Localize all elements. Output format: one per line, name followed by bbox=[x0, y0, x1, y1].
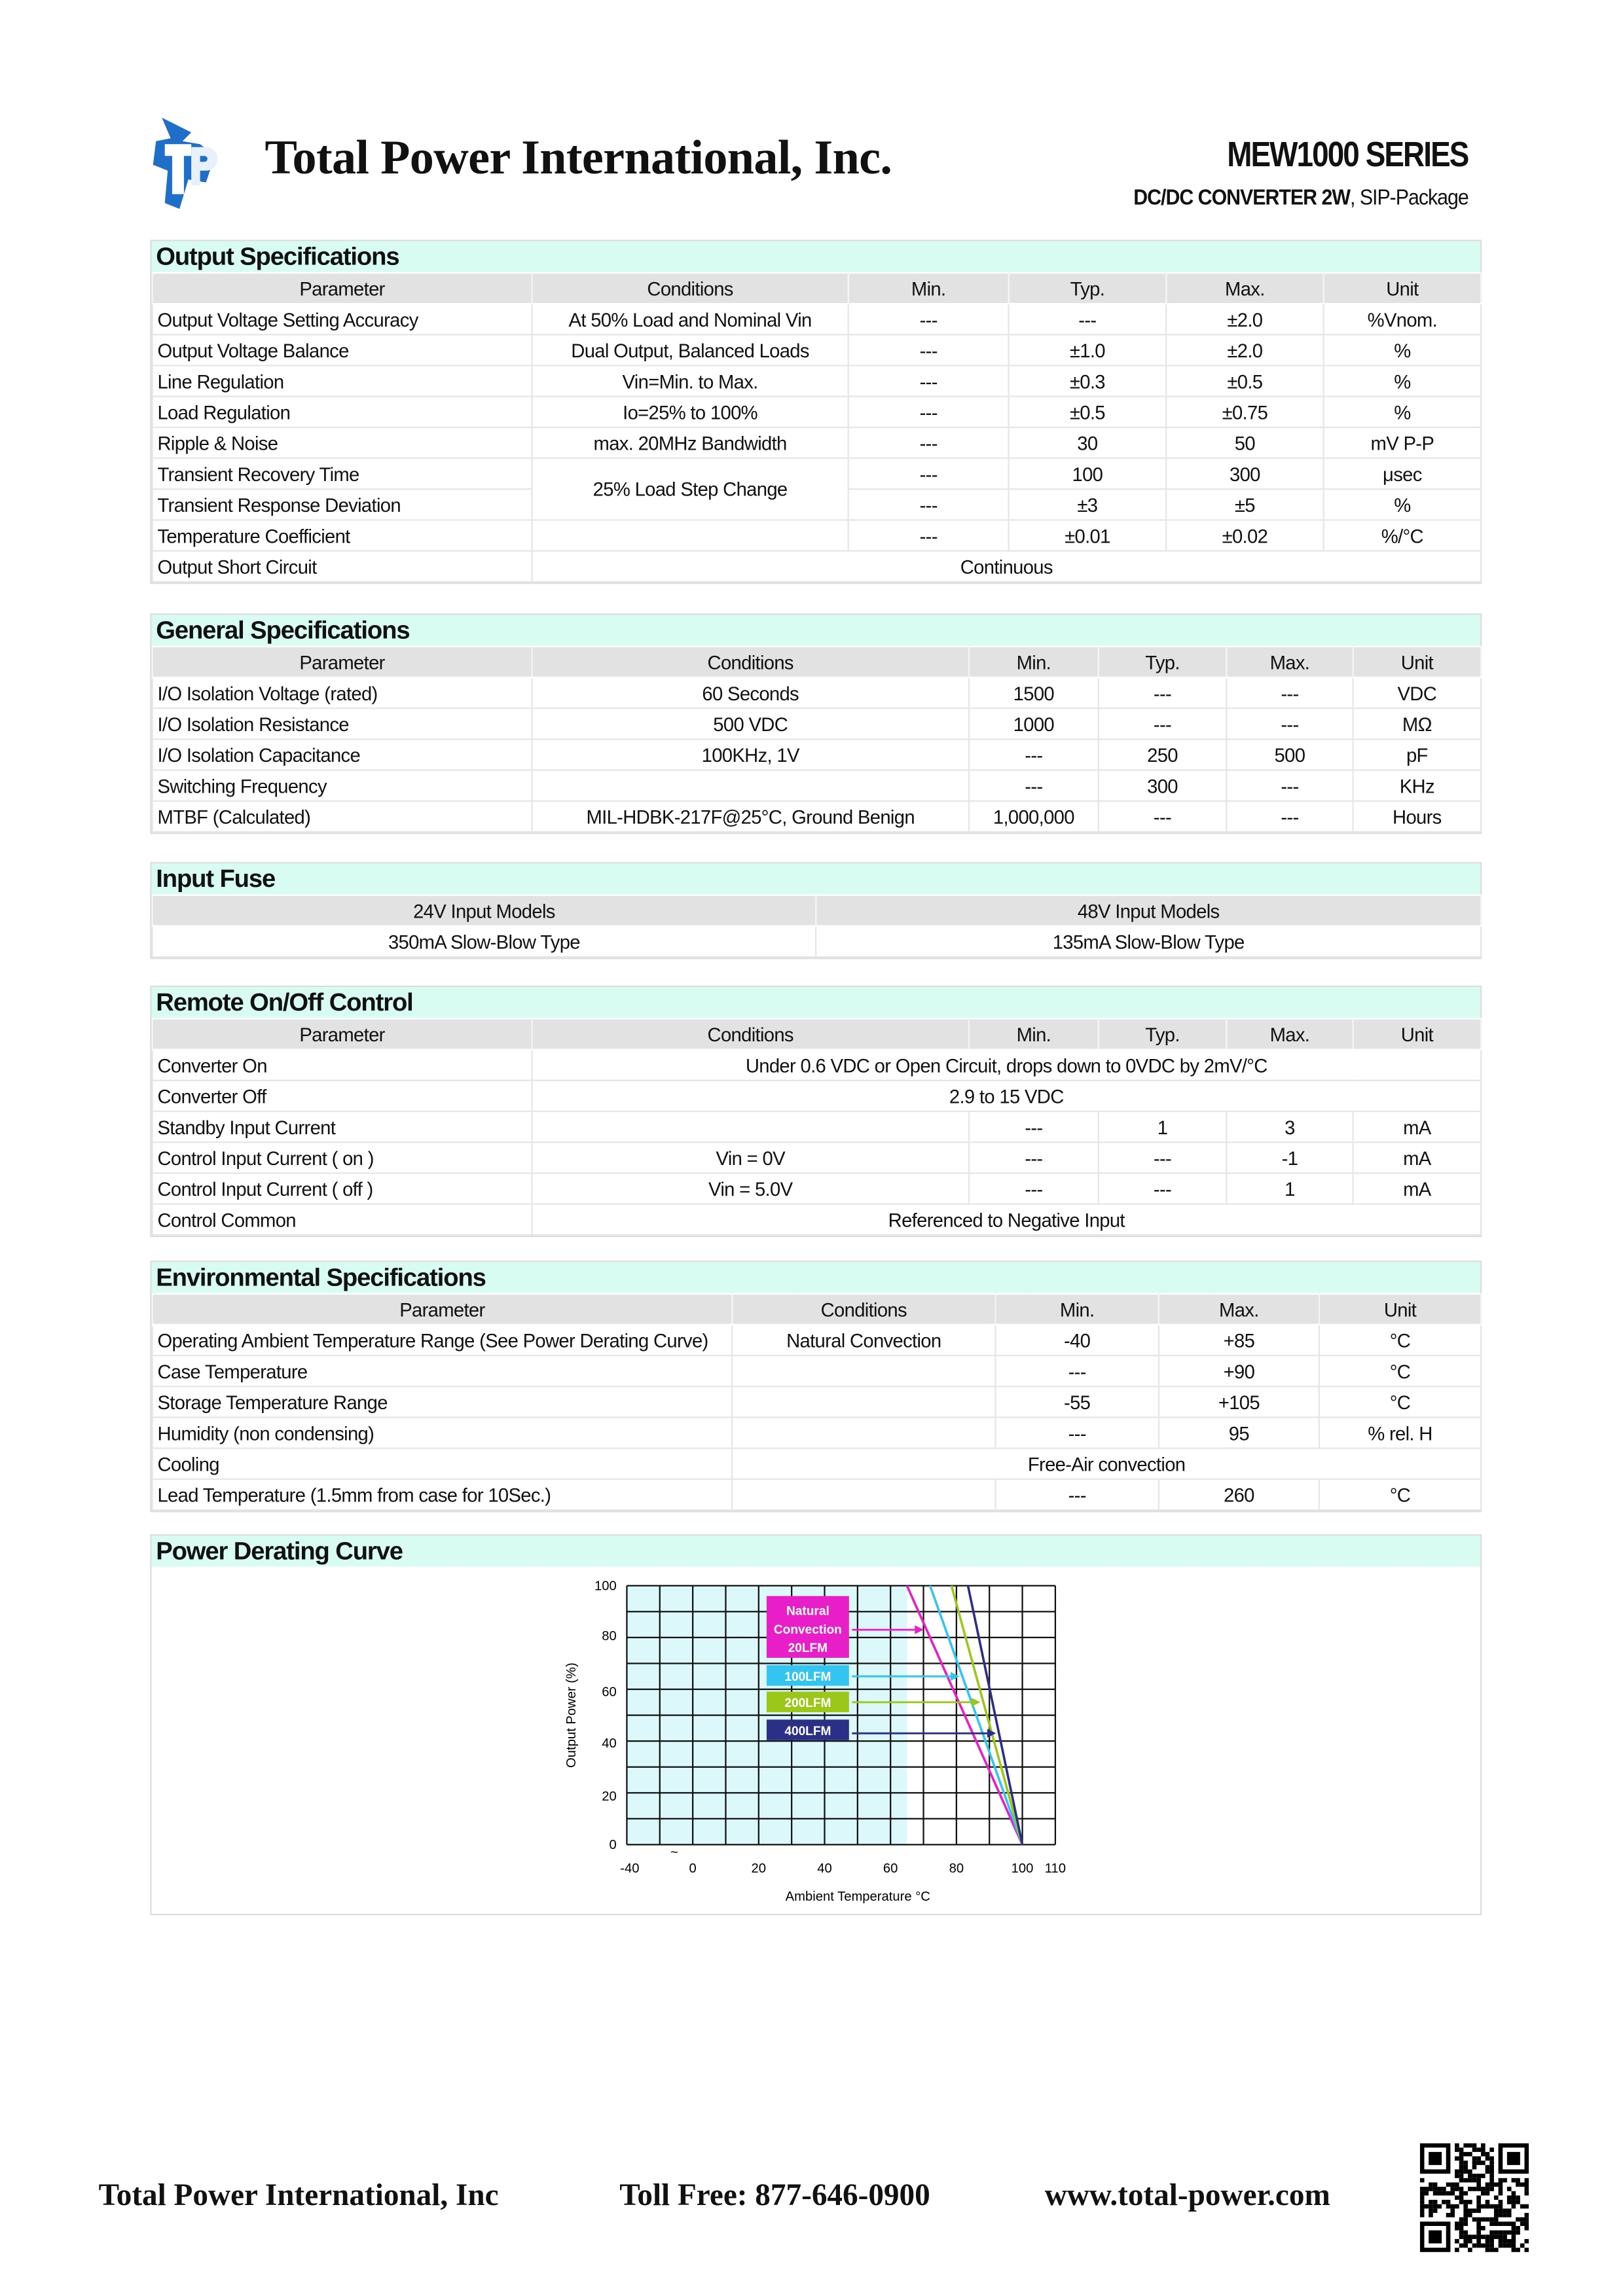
footer-company: Total Power International, Inc bbox=[98, 2177, 499, 2213]
column-header: Parameter bbox=[153, 1018, 532, 1049]
table-cell: 300 bbox=[1166, 458, 1323, 489]
table-cell: --- bbox=[1226, 770, 1353, 801]
table-cell: Free-Air convection bbox=[732, 1448, 1481, 1479]
table-cell: 2.9 to 15 VDC bbox=[532, 1081, 1481, 1111]
table-cell: --- bbox=[1099, 1142, 1227, 1173]
table-cell: Vin = 0V bbox=[532, 1142, 969, 1173]
table-row bbox=[153, 739, 1481, 770]
table-cell: 250 bbox=[1099, 739, 1227, 770]
column-header: Conditions bbox=[532, 1018, 969, 1049]
table-row bbox=[153, 1325, 1481, 1355]
table-cell: ±1.0 bbox=[1009, 334, 1166, 365]
table-cell: --- bbox=[1226, 708, 1353, 739]
table-cell: 95 bbox=[1159, 1417, 1319, 1448]
table-cell: °C bbox=[1319, 1479, 1481, 1510]
table-row bbox=[153, 334, 1481, 365]
table-cell: --- bbox=[848, 397, 1009, 427]
x-tick-label: 60 bbox=[883, 1861, 898, 1876]
table-cell: --- bbox=[1099, 801, 1227, 832]
column-header-row bbox=[153, 895, 1481, 926]
table-cell: MΩ bbox=[1353, 708, 1482, 739]
table-cell: Operating Ambient Temperature Range (See Power Derating Curve) bbox=[153, 1325, 733, 1355]
table-cell: --- bbox=[848, 520, 1009, 550]
table-cell: Load Regulation bbox=[153, 397, 532, 427]
column-header: Unit bbox=[1324, 273, 1481, 304]
column-header: Typ. bbox=[1099, 1018, 1227, 1049]
legend-label: 400LFM bbox=[784, 1724, 831, 1738]
table-cell: 1 bbox=[1226, 1173, 1353, 1204]
table-cell: Continuous bbox=[532, 551, 1481, 582]
y-tick-label: 0 bbox=[609, 1838, 617, 1853]
column-header: Parameter bbox=[153, 1294, 733, 1325]
table-cell: 30 bbox=[1009, 427, 1166, 458]
table-cell: +90 bbox=[1159, 1355, 1319, 1386]
table-cell: °C bbox=[1319, 1325, 1481, 1355]
column-header: 24V Input Models bbox=[153, 895, 816, 926]
table-cell: °C bbox=[1319, 1386, 1481, 1417]
table-cell: Output Voltage Setting Accuracy bbox=[153, 304, 532, 334]
y-tick-label: 40 bbox=[602, 1736, 617, 1751]
table-cell: Converter On bbox=[153, 1050, 532, 1081]
column-header: Conditions bbox=[532, 647, 969, 677]
table-cell: % rel. H bbox=[1319, 1417, 1481, 1448]
table-cell: --- bbox=[969, 1173, 1099, 1204]
column-header: Conditions bbox=[532, 273, 848, 304]
table-cell: 1000 bbox=[969, 708, 1099, 739]
table-cell: Lead Temperature (1.5mm from case for 10Sec.) bbox=[153, 1479, 733, 1510]
table-cell: 1 bbox=[1099, 1111, 1227, 1142]
table-cell: --- bbox=[969, 1111, 1099, 1142]
table-cell: Cooling bbox=[153, 1448, 733, 1479]
section-title: Environmental Specifications bbox=[151, 1262, 1480, 1293]
column-header: Parameter bbox=[153, 647, 532, 677]
table-cell: Temperature Coefficient bbox=[153, 520, 532, 550]
arrowhead bbox=[951, 1672, 959, 1681]
x-axis-label: Ambient Temperature °C bbox=[785, 1889, 930, 1904]
table-cell: At 50% Load and Nominal Vin bbox=[532, 304, 848, 334]
table-cell: --- bbox=[1099, 1173, 1227, 1204]
column-header: Typ. bbox=[1009, 273, 1166, 304]
section-title: Power Derating Curve bbox=[151, 1535, 1480, 1566]
series-subtitle bbox=[1133, 185, 1468, 210]
table-row bbox=[153, 304, 1481, 334]
subtitle-rest: , SIP-Package bbox=[1350, 185, 1469, 211]
table-cell: 260 bbox=[1159, 1479, 1319, 1510]
x-tick-label: 110 bbox=[1044, 1861, 1067, 1876]
table-cell: --- bbox=[1009, 304, 1166, 334]
table-cell: ±0.3 bbox=[1009, 366, 1166, 397]
output-specifications bbox=[150, 240, 1482, 584]
table-cell: --- bbox=[969, 1142, 1099, 1173]
footer-phone[interactable]: Toll Free: 877-646-0900 bbox=[619, 2177, 930, 2213]
table-cell: Transient Recovery Time bbox=[153, 458, 532, 489]
table-cell: max. 20MHz Bandwidth bbox=[532, 427, 848, 458]
table-cell bbox=[532, 1111, 969, 1142]
table-cell: --- bbox=[1226, 677, 1353, 708]
table-cell: 100 bbox=[1009, 458, 1166, 489]
table-cell: --- bbox=[848, 458, 1009, 489]
table-row bbox=[153, 1448, 1481, 1479]
table-cell: -40 bbox=[995, 1325, 1158, 1355]
table-cell: I/O Isolation Capacitance bbox=[153, 739, 532, 770]
table-cell: Control Common bbox=[153, 1204, 532, 1235]
footer-website[interactable]: www.total-power.com bbox=[1044, 2177, 1330, 2213]
table-cell: Control Input Current ( off ) bbox=[153, 1173, 532, 1204]
table-cell: --- bbox=[848, 489, 1009, 520]
table-row bbox=[153, 1050, 1481, 1081]
table-cell: ±0.75 bbox=[1166, 397, 1323, 427]
table-cell: Line Regulation bbox=[153, 366, 532, 397]
table-cell: I/O Isolation Resistance bbox=[153, 708, 532, 739]
table-cell: 1,000,000 bbox=[969, 801, 1099, 832]
input-fuse bbox=[150, 862, 1482, 959]
table-cell: MTBF (Calculated) bbox=[153, 801, 532, 832]
column-header: Min. bbox=[969, 647, 1099, 677]
table-cell: ±3 bbox=[1009, 489, 1166, 520]
table-cell: 25% Load Step Change bbox=[532, 458, 848, 520]
table-cell: --- bbox=[848, 334, 1009, 365]
table-cell bbox=[732, 1479, 995, 1510]
arrowhead bbox=[972, 1698, 980, 1706]
table-cell: Vin=Min. to Max. bbox=[532, 366, 848, 397]
table-cell: Standby Input Current bbox=[153, 1111, 532, 1142]
table-cell: ±2.0 bbox=[1166, 334, 1323, 365]
table-cell: % bbox=[1324, 366, 1481, 397]
table-cell: --- bbox=[848, 366, 1009, 397]
column-header: Unit bbox=[1319, 1294, 1481, 1325]
table-row bbox=[153, 1204, 1481, 1235]
table-cell: --- bbox=[1226, 801, 1353, 832]
table-cell: Control Input Current ( on ) bbox=[153, 1142, 532, 1173]
table-cell: Storage Temperature Range bbox=[153, 1386, 733, 1417]
x-tick-label: -40 bbox=[620, 1861, 640, 1876]
legend-label: Convection bbox=[773, 1623, 842, 1637]
axis-break-mark: ~ bbox=[670, 1845, 678, 1860]
arrowhead bbox=[915, 1625, 923, 1634]
table-cell: 3 bbox=[1226, 1111, 1353, 1142]
table-cell: ±0.01 bbox=[1009, 520, 1166, 550]
table-row bbox=[153, 458, 1481, 489]
series-title: MEW1000 SERIES bbox=[1227, 135, 1469, 175]
table-cell: +105 bbox=[1159, 1386, 1319, 1417]
remote-on-off-control bbox=[150, 986, 1482, 1237]
y-tick-label: 100 bbox=[594, 1579, 617, 1594]
column-header: Max. bbox=[1226, 647, 1353, 677]
column-header: 48V Input Models bbox=[816, 895, 1481, 926]
column-header: Conditions bbox=[732, 1294, 995, 1325]
table-row bbox=[153, 397, 1481, 427]
table-cell: 135mA Slow-Blow Type bbox=[816, 926, 1481, 957]
legend-label: Natural bbox=[786, 1604, 830, 1619]
x-tick-label: 20 bbox=[751, 1861, 767, 1876]
column-header: Parameter bbox=[153, 273, 532, 304]
column-header-row bbox=[153, 1294, 1481, 1325]
y-axis-label: Output Power (%) bbox=[564, 1662, 579, 1768]
table-cell: --- bbox=[969, 770, 1099, 801]
table-cell: 500 bbox=[1226, 739, 1353, 770]
table-cell: 100KHz, 1V bbox=[532, 739, 969, 770]
table-cell: --- bbox=[1099, 708, 1227, 739]
table-cell: --- bbox=[848, 304, 1009, 334]
table-cell: %Vnom. bbox=[1324, 304, 1481, 334]
table-cell: 1500 bbox=[969, 677, 1099, 708]
table-cell: °C bbox=[1319, 1355, 1481, 1386]
column-header: Max. bbox=[1226, 1018, 1353, 1049]
general-specifications bbox=[150, 613, 1482, 834]
company-name: Total Power International, Inc. bbox=[264, 132, 892, 186]
table-cell: ±0.5 bbox=[1009, 397, 1166, 427]
table-cell: Dual Output, Balanced Loads bbox=[532, 334, 848, 365]
table-cell: --- bbox=[1099, 677, 1227, 708]
table-cell: Switching Frequency bbox=[153, 770, 532, 801]
column-header: Unit bbox=[1353, 647, 1482, 677]
legend-label: 200LFM bbox=[784, 1696, 831, 1711]
table-row bbox=[153, 1173, 1481, 1204]
table-cell: % bbox=[1324, 489, 1481, 520]
table-cell: 300 bbox=[1099, 770, 1227, 801]
table-row bbox=[153, 677, 1481, 708]
environmental-specifications bbox=[150, 1261, 1482, 1512]
table-cell bbox=[732, 1417, 995, 1448]
legend-label: 20LFM bbox=[788, 1641, 828, 1655]
table-cell: Transient Response Deviation bbox=[153, 489, 532, 520]
table-cell: Hours bbox=[1353, 801, 1482, 832]
table-cell: VDC bbox=[1353, 677, 1482, 708]
section-title: Remote On/Off Control bbox=[151, 987, 1480, 1018]
table-cell: mA bbox=[1353, 1111, 1482, 1142]
table-cell bbox=[532, 770, 969, 801]
table-row bbox=[153, 1111, 1481, 1142]
column-header: Unit bbox=[1353, 1018, 1482, 1049]
x-tick-label: 40 bbox=[817, 1861, 832, 1876]
section-title: Output Specifications bbox=[151, 242, 1480, 272]
table-cell: Under 0.6 VDC or Open Circuit, drops down to 0VDC by 2mV/°C bbox=[532, 1050, 1481, 1081]
table-row bbox=[153, 1081, 1481, 1111]
section-title: Input Fuse bbox=[151, 863, 1480, 894]
table-cell: -55 bbox=[995, 1386, 1158, 1417]
table-row bbox=[153, 801, 1481, 832]
table-cell: Natural Convection bbox=[732, 1325, 995, 1355]
column-header: Min. bbox=[969, 1018, 1099, 1049]
qr-code[interactable] bbox=[1420, 2144, 1529, 2252]
table-cell: --- bbox=[995, 1355, 1158, 1386]
table-cell: Io=25% to 100% bbox=[532, 397, 848, 427]
column-header: Max. bbox=[1159, 1294, 1319, 1325]
table-cell: MIL-HDBK-217F@25°C, Ground Benign bbox=[532, 801, 969, 832]
table-row bbox=[153, 926, 1481, 957]
table-cell: --- bbox=[969, 739, 1099, 770]
table-row bbox=[153, 551, 1481, 582]
table-cell: KHz bbox=[1353, 770, 1482, 801]
table-cell bbox=[532, 520, 848, 550]
column-header-row bbox=[153, 273, 1481, 304]
table-cell: 500 VDC bbox=[532, 708, 969, 739]
table-cell: % bbox=[1324, 334, 1481, 365]
table-cell: ±2.0 bbox=[1166, 304, 1323, 334]
table-cell: 50 bbox=[1166, 427, 1323, 458]
table-cell: --- bbox=[848, 427, 1009, 458]
table-cell: mV P-P bbox=[1324, 427, 1481, 458]
section-title: General Specifications bbox=[151, 615, 1480, 645]
table-cell: +85 bbox=[1159, 1325, 1319, 1355]
table-cell: --- bbox=[995, 1417, 1158, 1448]
table-row bbox=[153, 1417, 1481, 1448]
table-row bbox=[153, 1386, 1481, 1417]
table-cell: Case Temperature bbox=[153, 1355, 733, 1386]
table-cell: ±5 bbox=[1166, 489, 1323, 520]
table-cell: % bbox=[1324, 397, 1481, 427]
table-row bbox=[153, 770, 1481, 801]
table-cell: mA bbox=[1353, 1173, 1482, 1204]
column-header: Typ. bbox=[1099, 647, 1227, 677]
table-row bbox=[153, 427, 1481, 458]
table-cell: mA bbox=[1353, 1142, 1482, 1173]
table-cell: μsec bbox=[1324, 458, 1481, 489]
table-row bbox=[153, 1142, 1481, 1173]
y-tick-label: 20 bbox=[602, 1789, 617, 1804]
table-cell: -1 bbox=[1226, 1142, 1353, 1173]
table-cell bbox=[732, 1386, 995, 1417]
power-derating-curve bbox=[150, 1534, 1482, 1915]
column-header-row bbox=[153, 1018, 1481, 1049]
table-cell: --- bbox=[995, 1479, 1158, 1510]
table-cell: pF bbox=[1353, 739, 1482, 770]
table-cell: Humidity (non condensing) bbox=[153, 1417, 733, 1448]
x-tick-label: 80 bbox=[949, 1861, 964, 1876]
table-row bbox=[153, 708, 1481, 739]
column-header: Min. bbox=[848, 273, 1009, 304]
table-cell: Output Short Circuit bbox=[153, 551, 532, 582]
table-cell: 350mA Slow-Blow Type bbox=[153, 926, 816, 957]
table-cell: ±0.5 bbox=[1166, 366, 1323, 397]
column-header: Min. bbox=[995, 1294, 1158, 1325]
table-cell bbox=[732, 1355, 995, 1386]
subtitle-bold: DC/DC CONVERTER 2W bbox=[1133, 185, 1351, 211]
legend-label: 100LFM bbox=[784, 1670, 831, 1684]
table-cell: ±0.02 bbox=[1166, 520, 1323, 550]
table-cell: 60 Seconds bbox=[532, 677, 969, 708]
table-row bbox=[153, 366, 1481, 397]
y-tick-label: 60 bbox=[602, 1685, 617, 1700]
table-cell: %/°C bbox=[1324, 520, 1481, 550]
y-tick-label: 80 bbox=[602, 1628, 617, 1643]
derating-chart bbox=[151, 1567, 1480, 1914]
x-tick-label: 100 bbox=[1011, 1861, 1034, 1876]
table-row bbox=[153, 520, 1481, 550]
column-header-row bbox=[153, 647, 1481, 677]
company-logo bbox=[147, 112, 253, 212]
table-cell: Referenced to Negative Input bbox=[532, 1204, 1481, 1235]
column-header: Max. bbox=[1166, 273, 1323, 304]
table-cell: Ripple & Noise bbox=[153, 427, 532, 458]
table-row bbox=[153, 1479, 1481, 1510]
x-tick-label: 0 bbox=[689, 1861, 697, 1876]
table-row bbox=[153, 1355, 1481, 1386]
table-cell: Vin = 5.0V bbox=[532, 1173, 969, 1204]
table-cell: I/O Isolation Voltage (rated) bbox=[153, 677, 532, 708]
table-cell: Output Voltage Balance bbox=[153, 334, 532, 365]
table-cell: Converter Off bbox=[153, 1081, 532, 1111]
